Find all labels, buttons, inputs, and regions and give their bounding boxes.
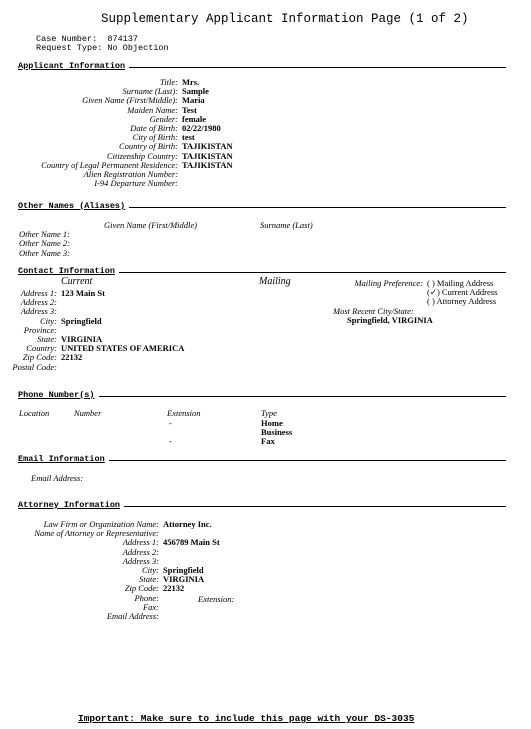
applicant-label-8: Citizenship Country: bbox=[106, 150, 178, 161]
phone-type-home: Home bbox=[261, 418, 283, 428]
applicant-label-1: Surname (Last): bbox=[122, 86, 178, 97]
applicant-value-4: female bbox=[182, 113, 207, 124]
phone-header-location: Location bbox=[19, 408, 50, 418]
phone-header-extension: Extension bbox=[167, 408, 201, 418]
request-type-label: Request Type: bbox=[36, 43, 103, 53]
phone-section-title: Phone Number(s) bbox=[18, 390, 99, 400]
mailing-option-mailing[interactable]: ( ) Mailing Address bbox=[427, 278, 494, 288]
attorney-value-6: VIRGINIA bbox=[163, 574, 205, 585]
attorney-label-7: Zip Code: bbox=[124, 583, 159, 594]
contact-label-7: Zip Code: bbox=[22, 352, 57, 363]
mailing-option-attorney[interactable]: ( ) Attorney Address bbox=[427, 296, 497, 306]
attorney-section-title: Attorney Information bbox=[18, 500, 124, 510]
alias-label-1: Other Name 2: bbox=[19, 238, 70, 249]
contact-label-4: Province: bbox=[23, 324, 57, 335]
aliases-given-header: Given Name (First/Middle) bbox=[104, 220, 198, 230]
applicant-label-4: Gender: bbox=[149, 113, 178, 124]
contact-value-3: Springfield bbox=[61, 315, 102, 326]
contact-label-1: Address 2: bbox=[20, 297, 57, 308]
contact-mailing-header: Mailing bbox=[259, 276, 291, 287]
attorney-value-2: 456789 Main St bbox=[163, 537, 220, 548]
attorney-label-6: State: bbox=[139, 574, 159, 585]
attorney-value-0: Attorney Inc. bbox=[163, 519, 212, 529]
recent-city-value: Springfield, VIRGINIA bbox=[347, 315, 433, 325]
applicant-value-0: Mrs. bbox=[182, 77, 200, 87]
attorney-label-10: Email Address: bbox=[106, 611, 159, 621]
contact-section-title: Contact Information bbox=[18, 266, 119, 276]
contact-label-0: Address 1: bbox=[20, 288, 57, 298]
email-address-label: Email Address: bbox=[31, 473, 84, 483]
applicant-label-0: Title: bbox=[160, 77, 178, 87]
attorney-label-9: Fax: bbox=[142, 601, 159, 612]
applicant-label-3: Maiden Name: bbox=[127, 104, 178, 115]
attorney-label-2: Address 1: bbox=[122, 537, 159, 548]
contact-value-0: 123 Main St bbox=[61, 288, 105, 298]
attorney-label-1: Name of Attorney or Representative: bbox=[34, 528, 159, 539]
applicant-label-7: Country of Birth: bbox=[118, 141, 178, 152]
applicant-label-5: Date of Birth: bbox=[130, 123, 178, 133]
contact-label-5: State: bbox=[37, 334, 57, 344]
attorney-label-4: Address 3: bbox=[122, 555, 159, 566]
alias-label-0: Other Name 1: bbox=[19, 229, 70, 239]
applicant-label-11: I-94 Departure Number: bbox=[94, 178, 178, 189]
phone-header-number: Number bbox=[74, 408, 102, 418]
applicant-value-6: test bbox=[182, 132, 195, 143]
email-section-title: Email Information bbox=[18, 454, 109, 464]
phone-type-fax: Fax bbox=[261, 436, 275, 446]
mailing-preference-label: Mailing Preference: bbox=[354, 278, 423, 288]
attorney-label-3: Address 2: bbox=[122, 546, 159, 557]
phone-extension-3: - bbox=[169, 436, 172, 446]
attorney-label-5: City: bbox=[142, 565, 159, 575]
case-number-value: 874137 bbox=[107, 34, 139, 44]
attorney-label-8: Phone: bbox=[134, 592, 159, 603]
case-number-label: Case Number: bbox=[36, 34, 98, 44]
mailing-option-current[interactable]: (✓) Current Address bbox=[427, 287, 498, 297]
contact-current-header: Current bbox=[61, 276, 93, 287]
applicant-section-title: Applicant Information bbox=[18, 61, 129, 71]
applicant-label-10: Alien Registration Number: bbox=[83, 169, 178, 179]
applicant-label-9: Country of Legal Permanent Residence: bbox=[41, 159, 178, 170]
contact-value-7: 22132 bbox=[61, 352, 83, 363]
applicant-value-2: Maria bbox=[182, 95, 205, 106]
footer-notice: Important: Make sure to include this page with your DS-3035 bbox=[78, 713, 415, 724]
contact-label-3: City: bbox=[40, 315, 57, 326]
phone-type-business: Business bbox=[261, 427, 293, 437]
alias-label-2: Other Name 3: bbox=[19, 247, 70, 258]
applicant-value-9: TAJIKISTAN bbox=[182, 159, 233, 170]
applicant-value-1: Sample bbox=[182, 86, 209, 97]
applicant-value-3: Test bbox=[182, 104, 197, 115]
attorney-value-5: Springfield bbox=[163, 565, 204, 575]
attorney-label-0: Law Firm or Organization Name: bbox=[43, 519, 159, 529]
aliases-surname-header: Surname (Last) bbox=[260, 220, 313, 230]
contact-label-8: Postal Code: bbox=[12, 361, 57, 372]
contact-value-5: VIRGINIA bbox=[61, 334, 103, 344]
attorney-value-7: 22132 bbox=[163, 583, 185, 594]
applicant-value-7: TAJIKISTAN bbox=[182, 141, 233, 152]
phone-extension-1: - bbox=[169, 418, 172, 428]
phone-header-type: Type bbox=[261, 408, 277, 418]
contact-value-6: UNITED STATES OF AMERICA bbox=[61, 343, 185, 354]
applicant-label-6: City of Birth: bbox=[132, 132, 178, 143]
contact-label-2: Address 3: bbox=[20, 306, 57, 317]
applicant-value-5: 02/22/1980 bbox=[182, 123, 221, 133]
aliases-section-title: Other Names (Aliases) bbox=[18, 201, 129, 211]
page-title: Supplementary Applicant Information Page (1 of 2) bbox=[101, 12, 469, 26]
applicant-value-8: TAJIKISTAN bbox=[182, 150, 233, 161]
attorney-extension-label: Extension: bbox=[198, 594, 235, 604]
contact-label-6: Country: bbox=[26, 343, 57, 354]
request-type-value: No Objection bbox=[107, 43, 169, 53]
applicant-label-2: Given Name (First/Middle): bbox=[82, 95, 178, 106]
request-type-line bbox=[36, 43, 169, 53]
recent-city-label: Most Recent City/State: bbox=[333, 306, 414, 316]
